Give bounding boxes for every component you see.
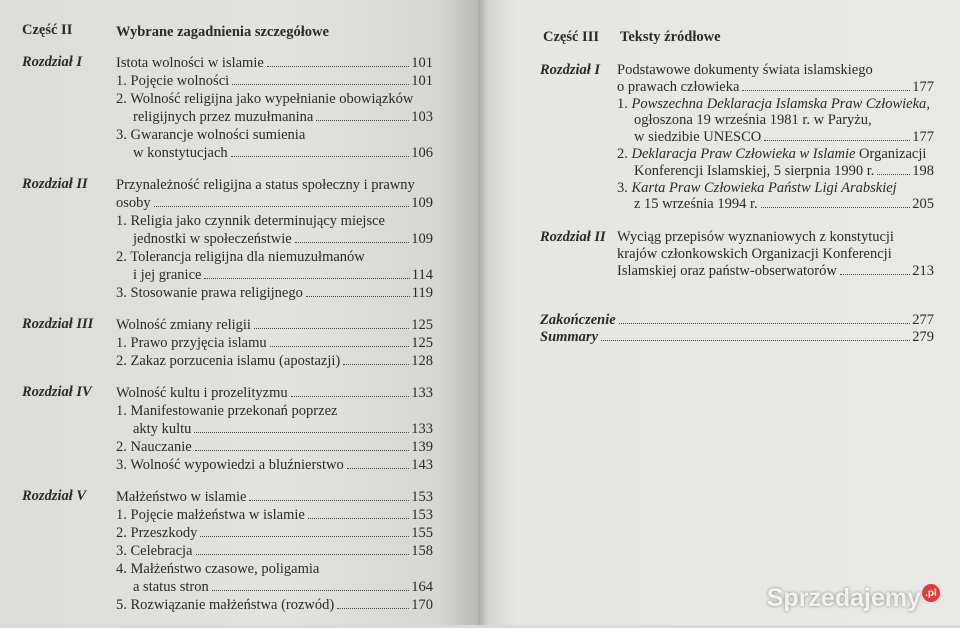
entry-text: Islamskiej oraz państw-obserwatorów [617, 262, 837, 279]
chapter [540, 62, 934, 213]
toc-entry[interactable] [116, 90, 433, 126]
toc-entry-line [116, 438, 433, 456]
page-number: 153 [411, 507, 433, 523]
page-number: 205 [912, 196, 934, 213]
end-matter-entry[interactable] [540, 312, 934, 329]
entry-text: w konstytucjach [133, 145, 228, 161]
toc-entry-line [116, 90, 433, 108]
toc-entry[interactable] [116, 316, 433, 334]
entry-text: 3. Karta Praw Człowieka Państw Ligi Arabskiej [617, 179, 897, 196]
page-number: 177 [912, 129, 934, 146]
entry-text: 2. Deklaracja Praw Człowieka w Islamie Organizacji [617, 145, 927, 162]
dot-leader [295, 242, 410, 243]
dot-leader [601, 340, 910, 341]
end-matter-label: Zakończenie [540, 312, 616, 328]
page-number: 109 [411, 195, 433, 211]
entry-text: 3. Wolność wypowiedzi a bluźnierstwo [116, 457, 344, 473]
watermark-logo [767, 584, 940, 613]
page-number: 101 [411, 55, 433, 71]
toc-entry[interactable] [116, 176, 433, 212]
chapter [22, 488, 433, 614]
entry-text: religijnych przez muzułmanina [133, 109, 314, 125]
dot-leader [194, 432, 409, 433]
toc-list [540, 62, 934, 296]
page-number: 158 [411, 543, 433, 559]
toc-entry-line [116, 334, 433, 352]
toc-entry[interactable] [116, 438, 433, 456]
toc-entry-line [116, 126, 433, 144]
toc-entry-line [116, 596, 433, 614]
chapter-entries [116, 384, 433, 474]
chapter-entries [116, 54, 433, 162]
entry-text: 1. Manifestowanie przekonań poprzez [116, 403, 338, 419]
toc-entry[interactable] [116, 542, 433, 560]
part-label: Część II [22, 22, 73, 38]
toc-entry-line [116, 248, 433, 266]
dot-leader [347, 468, 410, 469]
page-number: 155 [411, 525, 433, 541]
toc-entry[interactable] [116, 560, 433, 596]
entry-text: 5. Rozwiązanie małżeństwa (rozwód) [116, 597, 335, 613]
entry-text: Małżeństwo w islamie [116, 489, 247, 505]
toc-entry-line [116, 176, 433, 194]
right-page [478, 0, 960, 625]
toc-entry[interactable] [116, 596, 433, 614]
dot-leader [270, 346, 410, 347]
entry-text: 3. Gwarancje wolności sumienia [116, 127, 306, 143]
page-number: 143 [411, 457, 433, 473]
chapter-label: Rozdział I [22, 54, 83, 70]
part-title: Wybrane zagadnienia szczegółowe [116, 24, 329, 40]
dot-leader [308, 518, 409, 519]
end-matter-entry[interactable] [540, 329, 934, 346]
page-number: 153 [411, 489, 433, 505]
toc-entry[interactable] [617, 146, 934, 180]
toc-entry-line [617, 62, 934, 79]
entry-text: Podstawowe dokumenty świata islamskiego [617, 62, 873, 78]
dot-leader [231, 156, 410, 157]
entry-text: o prawach człowieka [617, 78, 740, 95]
page-number: 164 [411, 579, 433, 595]
page-number: 125 [411, 317, 433, 333]
toc-entry-line [116, 230, 433, 248]
chapter-entries [116, 488, 433, 614]
chapter-label: Rozdział II [540, 229, 606, 246]
entry-text: akty kultu [133, 421, 192, 437]
toc-entry[interactable] [116, 488, 433, 506]
entry-text: 3. Stosowanie prawa religijnego [116, 285, 303, 301]
watermark-badge: .pl [922, 584, 940, 602]
toc-entry-line [116, 506, 433, 524]
dot-leader [254, 328, 409, 329]
chapter-entries [116, 316, 433, 370]
entry-text: Wyciąg przepisów wyznaniowych z konstytucji [617, 229, 894, 246]
page-number: 103 [411, 109, 433, 125]
toc-entry[interactable] [617, 180, 934, 214]
toc-entry-line [116, 194, 433, 212]
dot-leader [742, 90, 910, 91]
entry-text: 3. Celebracja [116, 543, 193, 559]
entry-text: krajów członkowskich Organizacji Konferencji [617, 245, 892, 262]
entry-text: i jej granice [133, 267, 202, 283]
chapter-label: Rozdział III [22, 316, 94, 332]
dot-leader [764, 140, 910, 141]
toc-entry[interactable] [116, 524, 433, 542]
toc-entry-line [617, 246, 934, 263]
entry-text: jednostki w społeczeństwie [133, 231, 292, 247]
toc-entry-line [617, 96, 934, 113]
chapter [22, 176, 433, 302]
entry-text: 1. Prawo przyjęcia islamu [116, 335, 267, 351]
dot-leader [840, 274, 910, 275]
entry-text: w siedzibie UNESCO [634, 129, 762, 146]
chapter [22, 54, 433, 162]
toc-entry[interactable] [116, 456, 433, 474]
page-number: 170 [411, 597, 433, 613]
dot-leader [619, 323, 911, 324]
dot-leader [267, 66, 409, 67]
end-matter-list [540, 312, 934, 346]
page-number: 109 [411, 231, 433, 247]
toc-entry[interactable] [116, 212, 433, 248]
toc-entry[interactable] [617, 229, 934, 279]
toc-entry[interactable] [116, 384, 433, 402]
dot-leader [249, 500, 409, 501]
entry-text: 2. Nauczanie [116, 439, 192, 455]
toc-entry-line [116, 488, 433, 506]
entry-text: 1. Pojęcie małżeństwa w islamie [116, 507, 305, 523]
chapter-entries [116, 176, 433, 302]
dot-leader [212, 590, 410, 591]
toc-entry-line [116, 316, 433, 334]
dot-leader [154, 206, 410, 207]
end-matter-label: Summary [540, 328, 599, 345]
toc-entry-line [116, 456, 433, 474]
entry-title-italic: Powszechna Deklaracja Islamska Praw Człowieka [631, 95, 927, 112]
toc-entry[interactable] [617, 62, 934, 96]
toc-entry-line [116, 560, 433, 578]
toc-entry-line [116, 524, 433, 542]
toc-entry[interactable] [116, 402, 433, 438]
entry-text: 1. Powszechna Deklaracja Islamska Praw Człowieka, [617, 95, 930, 112]
entry-text: 2. Przeszkody [116, 525, 198, 541]
toc-list [22, 54, 433, 628]
toc-entry[interactable] [617, 96, 934, 146]
page-number: 213 [912, 262, 934, 279]
toc-entry-line [116, 212, 433, 230]
page-number: 101 [411, 73, 433, 89]
entry-text: Przynależność religijna a status społeczny i prawny [116, 177, 415, 193]
page-number: 139 [411, 439, 433, 455]
watermark-text: Sprzedajemy [766, 584, 921, 612]
toc-entry-line [116, 542, 433, 560]
toc-entry-line [116, 420, 433, 438]
entry-text: 4. Małżeństwo czasowe, poligamia [116, 561, 320, 577]
dot-leader [195, 450, 410, 451]
chapter-label: Rozdział IV [22, 384, 92, 400]
chapter-entries [617, 229, 934, 279]
chapter-label: Rozdział II [22, 176, 88, 192]
entry-text: 2. Tolerancja religijna dla niemuzułmanów [116, 249, 365, 265]
page-number: 106 [411, 145, 433, 161]
dot-leader [306, 296, 410, 297]
toc-entry-line [617, 263, 934, 280]
toc-entry-line [116, 54, 433, 72]
dot-leader [761, 207, 911, 208]
toc-entry[interactable] [116, 72, 433, 90]
toc-entry-line [617, 163, 934, 180]
dot-leader [316, 120, 409, 121]
entry-text: 1. Pojęcie wolności [116, 73, 230, 89]
dot-leader [204, 278, 409, 279]
chapter [22, 316, 433, 370]
page-number: 133 [411, 385, 433, 401]
toc-entry[interactable] [116, 126, 433, 162]
page-number: 119 [411, 285, 433, 301]
entry-text: Konferencji Islamskiej, 5 sierpnia 1990 r. [634, 162, 875, 179]
dot-leader [196, 554, 410, 555]
toc-entry-line [617, 196, 934, 213]
toc-entry-line [116, 108, 433, 126]
chapter-entries [617, 62, 934, 213]
page-number: 128 [411, 353, 433, 369]
dot-leader [337, 608, 409, 609]
entry-text: 1. Religia jako czynnik determinujący miejsce [116, 213, 385, 229]
toc-entry-line [116, 402, 433, 420]
toc-entry-line [617, 129, 934, 146]
entry-text: Wolność zmiany religii [116, 317, 251, 333]
entry-title-italic: Deklaracja Praw Człowieka w Islamie [631, 145, 856, 162]
part-label: Część III [543, 29, 599, 45]
page-number: 279 [912, 328, 934, 345]
toc-entry-line [116, 384, 433, 402]
chapter-label: Rozdział V [22, 488, 87, 504]
entry-text: osoby [116, 195, 151, 211]
toc-entry[interactable] [116, 334, 433, 352]
toc-entry[interactable] [116, 248, 433, 284]
page-number: 177 [912, 78, 934, 95]
toc-entry-line [617, 180, 934, 197]
chapter [540, 229, 934, 279]
entry-text: Wolność kultu i prozelityzmu [116, 385, 288, 401]
entry-text: ogłoszona 19 września 1981 r. w Paryżu, [634, 112, 872, 129]
chapter [22, 384, 433, 474]
dot-leader [877, 174, 910, 175]
page-number: 277 [912, 312, 934, 328]
entry-text: Istota wolności w islamie [116, 55, 264, 71]
toc-entry-line [617, 112, 934, 129]
page-number: 114 [411, 267, 433, 283]
entry-title-italic: Karta Praw Człowieka Państw Ligi Arabskiej [631, 179, 897, 196]
chapter-label: Rozdział I [540, 62, 601, 78]
toc-entry-line [116, 266, 433, 284]
toc-entry-line [617, 229, 934, 246]
toc-entry-line [116, 72, 433, 90]
toc-entry-line [116, 578, 433, 596]
dot-leader [200, 536, 409, 537]
entry-text: a status stron [133, 579, 209, 595]
left-page [0, 0, 478, 625]
toc-entry[interactable] [116, 506, 433, 524]
page-number: 125 [411, 335, 433, 351]
toc-entry[interactable] [116, 284, 433, 302]
toc-entry-line [617, 79, 934, 96]
toc-entry-line [116, 284, 433, 302]
toc-entry-line [617, 146, 934, 163]
page-number: 198 [912, 162, 934, 179]
toc-entry[interactable] [116, 352, 433, 370]
entry-text: 2. Wolność religijna jako wypełnianie obowiązków [116, 91, 414, 107]
toc-entry-line [116, 144, 433, 162]
page-number: 133 [411, 421, 433, 437]
dot-leader [343, 364, 409, 365]
entry-text: 2. Zakaz porzucenia islamu (apostazji) [116, 353, 341, 369]
dot-leader [291, 396, 410, 397]
dot-leader [232, 84, 409, 85]
part-title: Teksty źródłowe [620, 29, 721, 45]
toc-entry-line [116, 352, 433, 370]
entry-text: z 15 września 1994 r. [634, 196, 758, 213]
toc-entry[interactable] [116, 54, 433, 72]
